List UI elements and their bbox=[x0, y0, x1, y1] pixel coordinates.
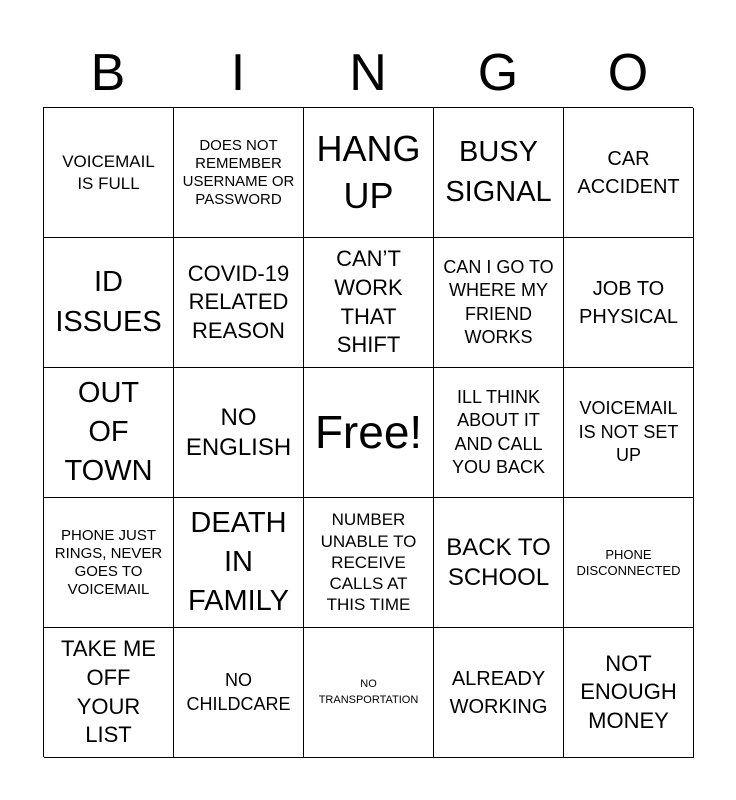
bingo-cell-free[interactable] bbox=[304, 368, 434, 498]
bingo-cell[interactable] bbox=[44, 498, 174, 628]
cell-label: ALREADY WORKING bbox=[449, 667, 548, 718]
cell-label: JOB TO PHYSICAL bbox=[579, 277, 678, 328]
cell-label: PHONE DISCONNECTED bbox=[576, 546, 681, 578]
bingo-header bbox=[43, 40, 693, 106]
bingo-cell[interactable] bbox=[174, 368, 304, 498]
cell-label: ID ISSUES bbox=[55, 266, 162, 338]
cell-label: NUMBER UNABLE TO RECEIVE CALLS AT THIS TIME bbox=[320, 510, 417, 615]
bingo-cell[interactable] bbox=[434, 628, 564, 758]
bingo-cell[interactable] bbox=[564, 498, 694, 628]
cell-label: COVID-19 RELATED REASON bbox=[187, 260, 290, 343]
header-letter-n: N bbox=[349, 44, 387, 102]
cell-label: VOICEMAIL IS FULL bbox=[62, 152, 155, 193]
bingo-cell[interactable] bbox=[174, 498, 304, 628]
bingo-cell[interactable] bbox=[304, 628, 434, 758]
bingo-cell[interactable] bbox=[304, 498, 434, 628]
cell-label: CAN I GO TO WHERE MY FRIEND WORKS bbox=[443, 256, 554, 347]
cell-label: OUT OF TOWN bbox=[64, 376, 153, 488]
cell-label: PHONE JUST RINGS, NEVER GOES TO VOICEMAIL bbox=[54, 526, 163, 598]
bingo-cell[interactable] bbox=[434, 368, 564, 498]
bingo-cell[interactable] bbox=[564, 238, 694, 368]
bingo-cell[interactable] bbox=[44, 108, 174, 238]
bingo-cell[interactable] bbox=[174, 108, 304, 238]
bingo-cell[interactable] bbox=[564, 628, 694, 758]
bingo-cell[interactable] bbox=[434, 498, 564, 628]
bingo-cell[interactable] bbox=[564, 108, 694, 238]
cell-label: NO ENGLISH bbox=[185, 403, 292, 461]
header-letter-b: B bbox=[90, 44, 126, 102]
bingo-cell[interactable] bbox=[564, 368, 694, 498]
cell-label: BACK TO SCHOOL bbox=[446, 533, 551, 591]
bingo-cell[interactable] bbox=[174, 238, 304, 368]
cell-label: VOICEMAIL IS NOT SET UP bbox=[578, 398, 679, 466]
cell-label: NO CHILDCARE bbox=[186, 670, 291, 714]
cell-label: HANG UP bbox=[316, 127, 421, 216]
bingo-board bbox=[43, 107, 693, 757]
bingo-cell[interactable] bbox=[434, 238, 564, 368]
header-letter-g: G bbox=[477, 44, 519, 102]
cell-label: TAKE ME OFF YOUR LIST bbox=[61, 636, 156, 748]
bingo-cell[interactable] bbox=[174, 628, 304, 758]
bingo-cell[interactable] bbox=[434, 108, 564, 238]
cell-label: DOES NOT REMEMBER USERNAME OR PASSWORD bbox=[182, 136, 295, 208]
cell-label: NO TRANSPORTATION bbox=[318, 677, 419, 706]
bingo-cell[interactable] bbox=[304, 238, 434, 368]
bingo-cell[interactable] bbox=[44, 238, 174, 368]
cell-label: Free! bbox=[314, 405, 423, 458]
cell-label: NOT ENOUGH MONEY bbox=[580, 650, 677, 733]
header-letter-o: O bbox=[607, 44, 649, 102]
bingo-cell[interactable] bbox=[44, 368, 174, 498]
cell-label: CAN’T WORK THAT SHIFT bbox=[334, 246, 403, 358]
bingo-cell[interactable] bbox=[44, 628, 174, 758]
cell-label: ILL THINK ABOUT IT AND CALL YOU BACK bbox=[451, 386, 546, 477]
bingo-cell[interactable] bbox=[304, 108, 434, 238]
cell-label: DEATH IN FAMILY bbox=[188, 506, 289, 618]
header-letter-i: I bbox=[230, 44, 246, 102]
cell-label: BUSY SIGNAL bbox=[445, 136, 552, 208]
cell-label: CAR ACCIDENT bbox=[577, 147, 680, 198]
